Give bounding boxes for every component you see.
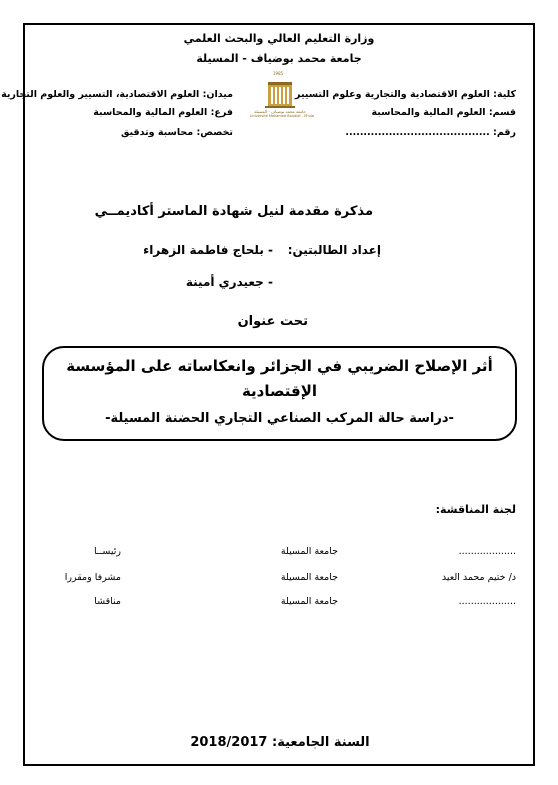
logo-year: 1985 <box>273 71 284 76</box>
university-logo <box>250 71 314 120</box>
field-line: ميدان: العلوم الاقتصادية، التسيير والعلوم التجارية <box>1 89 233 100</box>
committee-member-role-1: رئيســا <box>93 546 121 557</box>
university-name: جامعة محمد بوضياف - المسيلة <box>196 52 362 65</box>
memo-heading: مذكرة مقدمة لنيل شهادة الماستر أكاديمــي <box>94 204 373 219</box>
committee-member-name-3: ................... <box>458 596 516 607</box>
committee-member-university-2: جامعة المسيلة <box>280 572 338 583</box>
specialty-line: تخصص: محاسبة وتدقيق <box>120 127 233 138</box>
student-name-2: - جعيدري أمينة <box>185 275 273 289</box>
committee-member-name-2: د/ ختيم محمد العيد <box>441 572 516 583</box>
committee-member-university-1: جامعة المسيلة <box>280 546 338 557</box>
students-label: إعداد الطالبتين: <box>287 243 381 257</box>
department-line: قسم: العلوم المالية والمحاسبة <box>371 107 516 118</box>
faculty-line: كلية: العلوم الاقتصادية والتجارية وعلوم التسيير <box>295 89 516 100</box>
thesis-subtitle: -دراسة حالة المركب الصناعي التجاري الحضنة المسيلة- <box>105 411 454 426</box>
committee-member-role-2: مشرفا ومقررا <box>64 572 121 583</box>
logo-caption-fr: Université Mohamed Boudiaf - M'sila <box>250 114 314 118</box>
committee-member-role-3: مناقشا <box>94 596 121 607</box>
thesis-title-line-2: الإقتصادية <box>241 382 318 400</box>
academic-year: السنة الجامعية: 2018/2017 <box>190 735 370 750</box>
committee-member-name-1: ................... <box>458 546 516 557</box>
branch-line: فرع: العلوم المالية والمحاسبة <box>93 107 233 118</box>
committee-member-university-3: جامعة المسيلة <box>280 596 338 607</box>
student-name-1: - بلحاج فاطمة الزهراء <box>143 243 273 257</box>
thesis-title-line-1: أثر الإصلاح الضريبي في الجزائر وانعكاساته على المؤسسة <box>66 357 493 375</box>
number-line: رقم: ........................................ <box>345 127 516 138</box>
logo-caption-ar: جامعة محمد بوضياف - المسيلة <box>254 109 306 114</box>
committee-label: لجنة المناقشة: <box>435 503 516 516</box>
under-title-label: تحت عنوان <box>237 314 308 329</box>
ministry-name: وزارة التعليم العالي والبحث العلمي <box>183 32 375 45</box>
